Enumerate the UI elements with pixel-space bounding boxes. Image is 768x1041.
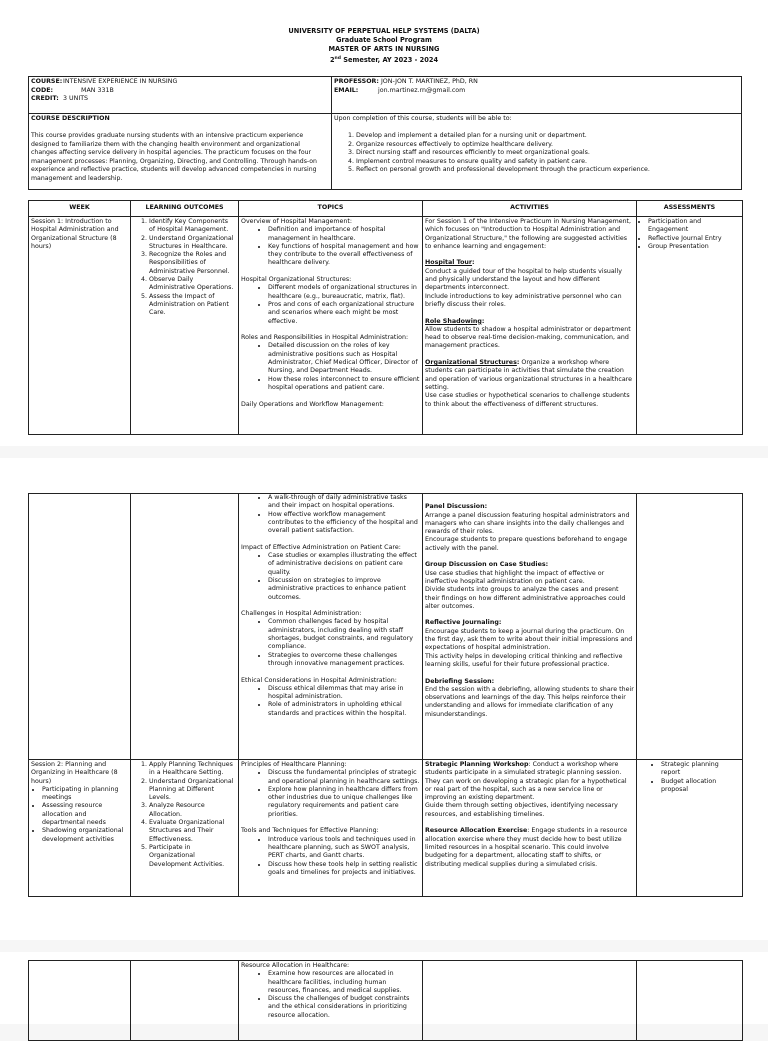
session-1-outcomes-cont (131, 494, 239, 760)
email-value[interactable]: jon.martinez.rn@gmail.com (378, 86, 466, 94)
table-row (29, 494, 743, 760)
outcome-item: 2. Understand Organizational Planning at Different Levels. (149, 778, 236, 803)
session-1-activities: For Session 1 of the Intensive Practicum in Nursing Management, which focuses on "Introduction to Hospital Administration and Organizational Structure," the following are suggested activities to enhance learning and engagement: Hospital Tour: Conduct a guided tour of the hospital to help students visually and physically understand the layout and how different departments interconnect. Include introductions to key administrative personnel who can briefly discuss their roles. Role Shadowing: Allow students to shadow a hospital administrator or department head to observe real-time decision-making, communication, and management practices. Organizational Structures: Organize a workshop where students can participate in activities that simulate the creation and operation of various organizational structures in a healthcare setting. Use case studies or hypothetical scenarios to challenge students to think about the effectiveness of different structures. (423, 217, 637, 435)
header-activities: ACTIVITIES (423, 201, 637, 217)
topic-item: • Key functions of hospital management and how they contribute to the overall effectiveness of healthcare delivery. (268, 243, 420, 268)
course-objectives-list (334, 132, 739, 175)
syllabus-table-page-2 (28, 493, 743, 897)
activity-text: Include introductions to key administrative personnel who can briefly discuss their roles. (425, 292, 622, 308)
outcome-item: 1. Apply Planning Techniques in a Healthcare Setting. (149, 761, 236, 778)
session-2-outcomes-cont (131, 961, 239, 1041)
activity-text: This activity helps in developing critical thinking and reflective learning skills, useful for their future professional practice. (425, 652, 623, 668)
school-name: Graduate School Program (336, 36, 432, 44)
activity-title: Group Discussion on Case Studies: (425, 561, 549, 569)
syllabus-table-page-3 (28, 960, 743, 1041)
topic-item: • Introduce various tools and techniques used in healthcare planning, such as SWOT analysis, PERT charts, and Gantt charts. (268, 836, 420, 861)
course-value: INTENSIVE EXPERIENCE IN NURSING (63, 78, 178, 85)
document-header (0, 27, 768, 65)
activity-title: Resource Allocation Exercise (425, 827, 528, 835)
credit-label: CREDIT: (31, 95, 59, 102)
page-1 (0, 0, 768, 446)
topic-item: • Definition and importance of hospital management in healthcare. (268, 226, 420, 243)
topic-title: Principles of Healthcare Planning: (241, 761, 347, 768)
topic-item: • Different models of organizational structures in healthcare (e.g., bureaucratic, matrix, flat). (268, 284, 420, 301)
table-row (29, 961, 743, 1041)
topic-title: Resource Allocation in Healthcare: (241, 962, 350, 969)
session-1-topics-cont (239, 494, 423, 760)
topic-item: • Explore how planning in healthcare differs from other industries due to unique challenges like regulatory requirements and patient care priorities. (268, 786, 420, 819)
activity-text: : Engage students in a resource allocation exercise where they must decide how to best utilize limited resources in a hospital scenario. This could involve budgeting for a department, allocating staff to shifts, or distributing medical supplies during a simulated crisis. (425, 827, 628, 868)
outcome-item: 5. Assess the Impact of Administration on Patient Care. (149, 293, 236, 318)
table-row (29, 217, 743, 435)
topic-item: • How these roles interconnect to ensure efficient hospital operations and patient care. (268, 376, 420, 393)
session-1-topics (239, 217, 423, 435)
topic-title: Daily Operations and Workflow Management: (241, 400, 384, 408)
table-header-row (29, 201, 743, 217)
topic-item: • A walk-through of daily administrative tasks and their impact on hospital operations. (268, 494, 420, 511)
topic-item: • Common challenges faced by hospital administrators, including dealing with staff shortages, budget constraints, and regulatory compliance. (268, 618, 420, 651)
outcome-item: 5. Participate in Organizational Development Activities. (149, 844, 236, 869)
outcome-item: 3. Recognize the Roles and Responsibilities of Administrative Personnel. (149, 251, 236, 276)
topic-item: • Discussion on strategies to improve administrative practices to enhance patient outcomes. (268, 577, 420, 602)
session-2-topics-cont (239, 961, 423, 1041)
page-2 (0, 458, 768, 940)
session-2-week-cont (29, 961, 131, 1041)
objective-item: 1. Develop and implement a detailed plan for a nursing unit or department. (356, 132, 739, 141)
week-item: • Assessing resource allocation and departmental needs (42, 802, 128, 827)
semester-line: 2nd Semester, AY 2023 - 2024 (329, 56, 439, 65)
professor-value: JON-JON T. MARTINEZ, PhD, RN (380, 78, 478, 85)
credit-value: 3 UNITS (63, 95, 89, 102)
session-1-week: Session 1: Introduction to Hospital Administration and Organizational Structure (8 hours) (29, 217, 131, 435)
header-topics: TOPICS (239, 201, 423, 217)
course-label: COURSE: (31, 78, 63, 85)
outcome-item: 1. Identify Key Components of Hospital Management. (149, 218, 236, 235)
email-label: EMAIL: (334, 86, 359, 94)
activity-text: Divide students into groups to analyze the cases and present their findings on how different administrative approaches could alter outcomes. (425, 586, 626, 610)
session-2-outcomes (131, 760, 239, 897)
session-2-activities-cont (423, 961, 637, 1041)
activity-text: Conduct a guided tour of the hospital to help students visually and physically understand the layout and how different departments interconnect. (425, 267, 623, 292)
activity-text: Use case studies or hypothetical scenarios to challenge students to think about the effectiveness of different structures. (425, 392, 630, 408)
topic-item: • Detailed discussion on the roles of key administrative positions such as Hospital Administrator, Chief Medical Officer, Director of Nursing, and Department Heads. (268, 342, 420, 375)
week-item: • Shadowing organizational development activities (42, 827, 128, 844)
session-1-week-cont (29, 494, 131, 760)
objective-item: 3. Direct nursing staff and resources efficiently to meet organizational goals. (356, 149, 739, 158)
topic-item: • Discuss ethical dilemmas that may arise in hospital administration. (268, 685, 420, 702)
activity-text: Arrange a panel discussion featuring hospital administrators and managers who can share insights into the daily challenges and rewards of their roles. (425, 511, 630, 536)
university-name: UNIVERSITY OF PERPETUAL HELP SYSTEMS (DALTA) (288, 27, 480, 35)
activity-text: Organize a workshop where students can participate in activities that simulate the creation and operation of various organizational structures in a healthcare setting. (425, 359, 633, 391)
activity-title: Reflective Journaling: (425, 619, 502, 627)
topic-title: Roles and Responsibilities in Hospital Administration: (241, 334, 409, 342)
objectives-intro: Upon completion of this course, students will be able to: (334, 115, 512, 122)
outcome-item: 4. Evaluate Organizational Structures and Their Effectiveness. (149, 819, 236, 844)
activity-text: : Conduct a workshop where students participate in a simulated strategic planning session. They can work on developing a strategic plan for a hypothetical or real part of the hospital, such as a new service line or improving an existing department. (425, 761, 627, 802)
code-label: CODE: (31, 86, 54, 94)
session-1-assessments (637, 217, 743, 435)
page-3 (0, 952, 768, 1024)
topic-item: • Role of administrators in upholding ethical standards and practices within the hospital. (268, 701, 420, 718)
session-2-assessments (637, 760, 743, 897)
objective-item: 2. Organize resources effectively to optimize healthcare delivery. (356, 141, 739, 150)
course-info-box (28, 76, 742, 114)
topic-item: • Strategies to overcome these challenges through innovative management practices. (268, 652, 420, 669)
outcome-item: 3. Analyze Resource Allocation. (149, 802, 236, 819)
activities-intro: For Session 1 of the Intensive Practicum in Nursing Management, which focuses on "Introduction to Hospital Administration and Organizational Structure," the following are suggested activities to enhance learning and engagement: (425, 218, 632, 250)
objective-item: 5. Reflect on personal growth and professional development through the practicum experience. (356, 166, 739, 175)
table-row (29, 760, 743, 897)
topic-item: • Case studies or examples illustrating the effect of administrative decisions on patient care quality. (268, 552, 420, 577)
activity-text: Guide them through setting objectives, identifying necessary resources, and establishing timelines. (425, 802, 618, 818)
header-learning-outcomes: LEARNING OUTCOMES (131, 201, 239, 217)
activity-text: Encourage students to keep a journal during the practicum. On the first day, ask them to write about their initial impressions and expectations of hospital administration. (425, 627, 633, 652)
assessment-item: • Strategic planning report (661, 761, 740, 778)
assessment-item: • Participation and Engagement (648, 218, 740, 235)
topic-item: • Pros and cons of each organizational structure and scenarios where each might be most effective. (268, 301, 420, 326)
activity-text: End the session with a debriefing, allowing students to share their observations and learnings of the day. This helps reinforce their understanding and allows for immediate clarification of any misunderstandings. (425, 685, 634, 718)
week-item: • Participating in planning meetings (42, 786, 128, 803)
header-assessments: ASSESSMENTS (637, 201, 743, 217)
topic-item: • Discuss the challenges of budget constraints and the ethical considerations in prioritizing resource allocation. (268, 995, 420, 1020)
assessment-item: • Group Presentation (648, 243, 740, 251)
session-2-assessments-cont (637, 961, 743, 1041)
session-2-activities (423, 760, 637, 897)
session-1-activities-cont (423, 494, 637, 760)
session-2-week: Session 2: Planning and Organizing in Healthcare (8 hours) • Participating in planning meetings • Assessing resource allocation and departmental needs • Shadowing organizational development activities (29, 760, 131, 897)
professor-label: PROFESSOR: (334, 78, 379, 85)
syllabus-table-page-1 (28, 200, 743, 435)
assessment-item: • Reflective Journal Entry (648, 235, 740, 243)
code-value: MAN 331B (81, 86, 114, 94)
topic-title: Challenges in Hospital Administration: (241, 610, 362, 618)
course-description-box (28, 113, 742, 190)
activity-text: Encourage students to prepare questions beforehand to engage actively with the panel. (425, 536, 628, 552)
activity-title: Strategic Planning Workshop (425, 761, 529, 768)
description-title: COURSE DESCRIPTION (31, 115, 110, 122)
activity-title: Panel Discussion: (425, 503, 488, 511)
topic-title: Tools and Techniques for Effective Planning: (241, 827, 379, 835)
session-2-topics (239, 760, 423, 897)
session-1-outcomes (131, 217, 239, 435)
topic-title: Impact of Effective Administration on Patient Care: (241, 543, 401, 551)
assessment-item: • Budget allocation proposal (661, 778, 740, 795)
topic-item: • Discuss how these tools help in setting realistic goals and timelines for projects and initiatives. (268, 861, 420, 878)
topic-title: Overview of Hospital Management: (241, 218, 353, 225)
topic-item: • Examine how resources are allocated in healthcare facilities, including human resources, finances, and medical supplies. (268, 970, 420, 995)
outcome-item: 4. Observe Daily Administrative Operations. (149, 276, 236, 293)
topic-item: • How effective workflow management contributes to the efficiency of the hospital and overall patient satisfaction. (268, 511, 420, 536)
session-1-assessments-cont (637, 494, 743, 760)
outcome-item: 2. Understand Organizational Structures in Healthcare. (149, 235, 236, 252)
program-name: MASTER OF ARTS IN NURSING (328, 45, 440, 53)
activity-text: Allow students to shadow a hospital administrator or department head to observe real-time decision-making, communication, and management practices. (425, 325, 631, 350)
activity-title: Hospital Tour (425, 259, 472, 267)
activity-text: Use case studies that highlight the impact of effective or ineffective hospital administration on patient care. (425, 569, 605, 585)
objective-item: 4. Implement control measures to ensure quality and safety in patient care. (356, 158, 739, 167)
topic-title: Hospital Organizational Structures: (241, 276, 352, 284)
header-week: WEEK (29, 201, 131, 217)
description-text: This course provides graduate nursing students with an intensive practicum experience designed to familiarize them with the changing health environment and organizational changes affecting service delivery in hospital agencies. The practicum focuses on the four management processes: Planning, Organizing, Directing, and Controlling. Through hands-on experience and reflective practice, students will develop advanced competencies in nursing management and leadership. (31, 132, 317, 182)
topic-title: Ethical Considerations in Hospital Administration: (241, 676, 397, 684)
activity-title: Organizational Structures (425, 359, 517, 367)
activity-title: Debriefing Session: (425, 677, 495, 685)
activity-title: Role Shadowing (425, 317, 482, 325)
topic-item: • Discuss the fundamental principles of strategic and operational planning in healthcare settings. (268, 769, 420, 786)
